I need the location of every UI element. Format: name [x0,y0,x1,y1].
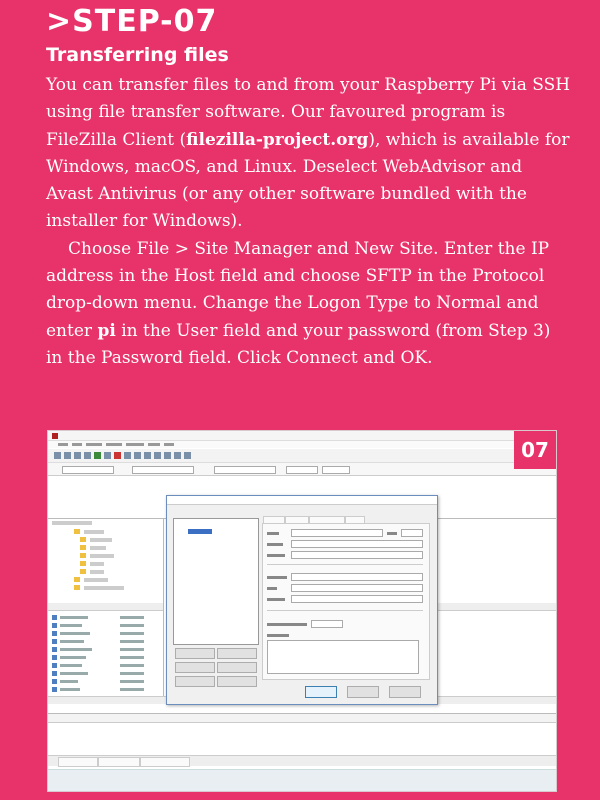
user-field [291,584,423,592]
duplicate-button [217,676,257,687]
background-colour-select [311,620,343,628]
p1-text: You can transfer files to and from your Raspberry Pi via SSH using file transfer software. Our favoured program is FileZilla Client ( [46,75,571,150]
queue-tabs [48,755,556,766]
remote-file-list [432,603,556,703]
local-tree [48,519,164,612]
filezilla-screenshot [47,430,557,792]
filezilla-url: filezilla-project.org [186,129,369,150]
password-field [291,595,423,603]
user-pi: pi [97,320,116,341]
logon-type-select [291,573,423,581]
quickconnect-bar [48,463,556,476]
paragraph-1 [46,72,571,236]
dialog-titlebar [167,496,437,505]
tab-general [263,516,285,523]
menu-bar [48,441,556,448]
step-badge: 07 [514,431,556,469]
article-body [46,72,571,372]
tab-charset [345,516,365,523]
filezilla-logo-icon [52,433,58,439]
step-title: Transferring files [46,44,229,66]
new-site-button [175,648,215,659]
remote-tree [432,519,556,611]
host-field [291,529,383,537]
rename-button [217,662,257,673]
site-tree [173,518,259,645]
window-titlebar [48,431,556,441]
site-settings-panel [262,523,430,680]
cancel-button [389,686,421,698]
comments-box [267,640,419,674]
port-field [401,529,423,537]
new-site-entry [188,529,212,534]
encryption-select [291,551,423,559]
new-folder-button [217,648,257,659]
ok-button [347,686,379,698]
site-manager-dialog [166,495,438,705]
tab-transfer-settings [309,516,345,523]
transfer-queue [48,713,556,756]
paragraph-2 [46,236,571,372]
p1-text-end: ), which is available for Windows, macOS, and Linux. Deselect WebAdvisor and Avast Antivirus (or any other software bundled with the installer for Windows). [46,129,570,232]
p2-text-end: in the User field and your password (from Step 3) in the Password field. Click Connect and OK. [46,320,551,368]
delete-button [175,676,215,687]
local-file-list [48,603,164,703]
protocol-select [291,540,423,548]
p2-text: Choose File > Site Manager and New Site. Enter the IP address in the Host field and choose SFTP in the Protocol drop-down menu. Change the Logon Type to Normal and enter [46,238,550,341]
new-bookmark-button [175,662,215,673]
tab-advanced [285,516,309,523]
step-label: >STEP-07 [46,4,218,39]
connect-button [305,686,337,698]
toolbar [48,449,556,463]
windows-taskbar [48,769,556,792]
